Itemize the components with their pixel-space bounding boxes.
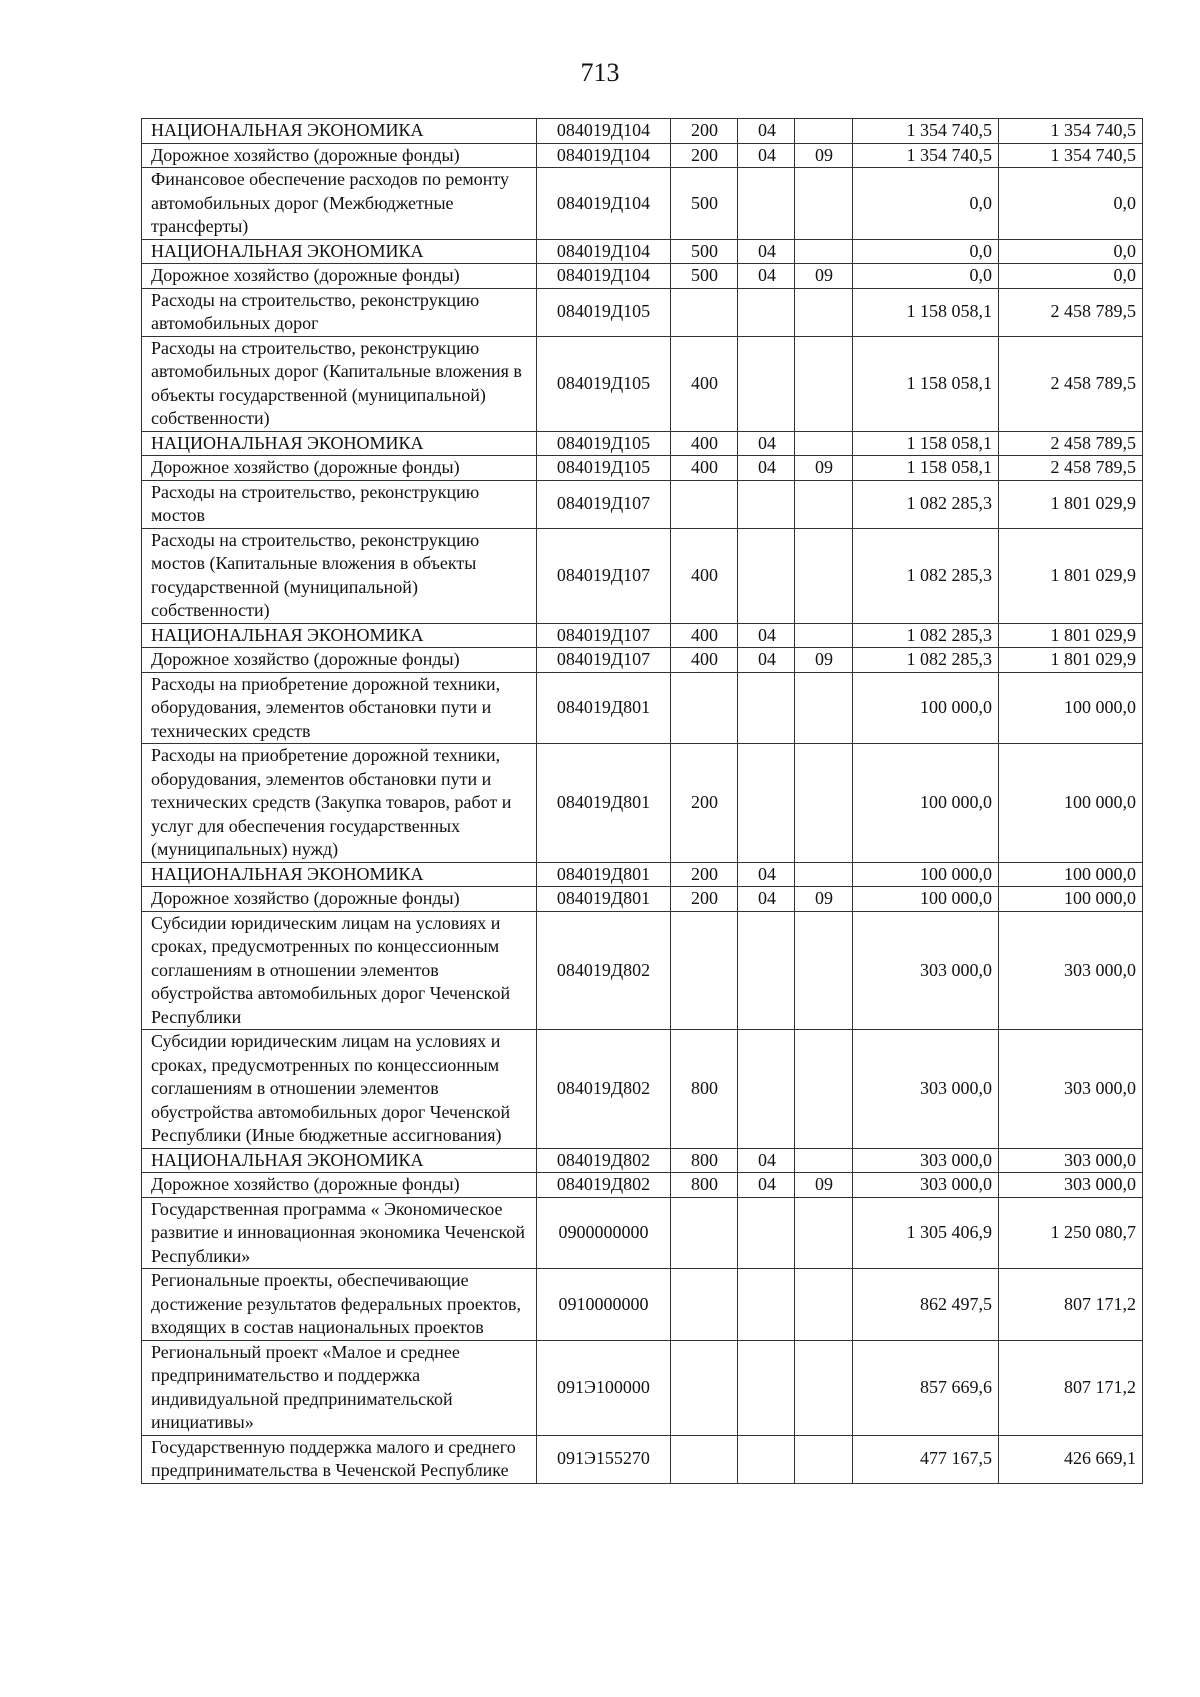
row-code-cell: 084019Д802	[537, 1148, 671, 1173]
row-name-cell: НАЦИОНАЛЬНАЯ ЭКОНОМИКА	[142, 239, 537, 264]
row-sum-2024-cell: 1 305 406,9	[853, 1197, 999, 1269]
row-sum-2024-cell: 1 082 285,3	[853, 480, 999, 528]
row-vr-cell: 800	[671, 1173, 738, 1198]
row-sum-2025-cell: 0,0	[999, 239, 1143, 264]
row-vr-cell: 400	[671, 528, 738, 623]
table-row	[142, 1030, 1143, 1149]
row-code-cell: 084019Д802	[537, 1173, 671, 1198]
row-sum-2025-cell: 303 000,0	[999, 1173, 1143, 1198]
row-name-cell: Расходы на приобретение дорожной техники, оборудования, элементов обстановки пути и технических средств (Закупка товаров, работ и услуг для обеспечения государственных (муниципальных) нужд)	[142, 744, 537, 863]
row-sum-2025-cell: 1 354 740,5	[999, 143, 1143, 168]
row-code-cell: 084019Д801	[537, 862, 671, 887]
row-code-cell: 084019Д104	[537, 239, 671, 264]
row-sum-2025-cell: 303 000,0	[999, 1030, 1143, 1149]
row-code-cell: 084019Д104	[537, 264, 671, 289]
row-rz-cell	[738, 288, 795, 336]
row-sum-2024-cell: 100 000,0	[853, 862, 999, 887]
row-name-cell: Дорожное хозяйство (дорожные фонды)	[142, 456, 537, 481]
row-sum-2025-cell: 1 801 029,9	[999, 480, 1143, 528]
table-row	[142, 119, 1143, 144]
table-row	[142, 862, 1143, 887]
row-sum-2024-cell: 0,0	[853, 168, 999, 240]
row-sum-2025-cell: 1 801 029,9	[999, 623, 1143, 648]
row-pr-cell	[795, 1030, 853, 1149]
row-name-cell: Дорожное хозяйство (дорожные фонды)	[142, 887, 537, 912]
row-sum-2025-cell: 100 000,0	[999, 672, 1143, 744]
row-rz-cell	[738, 336, 795, 431]
row-rz-cell: 04	[738, 1173, 795, 1198]
row-code-cell: 084019Д107	[537, 623, 671, 648]
row-vr-cell: 500	[671, 168, 738, 240]
row-rz-cell	[738, 672, 795, 744]
row-rz-cell: 04	[738, 239, 795, 264]
row-code-cell: 091Э155270	[537, 1435, 671, 1483]
row-name-cell: НАЦИОНАЛЬНАЯ ЭКОНОМИКА	[142, 862, 537, 887]
row-sum-2024-cell: 1 082 285,3	[853, 648, 999, 673]
row-pr-cell	[795, 672, 853, 744]
row-rz-cell: 04	[738, 431, 795, 456]
row-sum-2025-cell: 2 458 789,5	[999, 431, 1143, 456]
row-sum-2024-cell: 100 000,0	[853, 672, 999, 744]
row-sum-2024-cell: 303 000,0	[853, 1173, 999, 1198]
row-name-cell: Дорожное хозяйство (дорожные фонды)	[142, 264, 537, 289]
table-row	[142, 1148, 1143, 1173]
row-sum-2024-cell: 1 082 285,3	[853, 528, 999, 623]
row-code-cell: 0900000000	[537, 1197, 671, 1269]
row-name-cell: Субсидии юридическим лицам на условиях и сроках, предусмотренных по концессионным соглашениям в отношении элементов обустройства автомобильных дорог Чеченской Республики	[142, 911, 537, 1030]
row-rz-cell	[738, 480, 795, 528]
row-sum-2025-cell: 100 000,0	[999, 862, 1143, 887]
row-pr-cell: 09	[795, 264, 853, 289]
row-vr-cell	[671, 480, 738, 528]
row-name-cell: Региональные проекты, обеспечивающие достижение результатов федеральных проектов, входящих в состав национальных проектов	[142, 1269, 537, 1341]
row-vr-cell	[671, 288, 738, 336]
row-name-cell: Расходы на приобретение дорожной техники, оборудования, элементов обстановки пути и технических средств	[142, 672, 537, 744]
row-sum-2024-cell: 857 669,6	[853, 1340, 999, 1435]
table-row	[142, 911, 1143, 1030]
row-pr-cell	[795, 431, 853, 456]
row-pr-cell	[795, 168, 853, 240]
table-row	[142, 1435, 1143, 1483]
row-sum-2024-cell: 303 000,0	[853, 1030, 999, 1149]
row-vr-cell: 500	[671, 239, 738, 264]
row-code-cell: 084019Д105	[537, 288, 671, 336]
row-rz-cell: 04	[738, 1148, 795, 1173]
row-rz-cell: 04	[738, 887, 795, 912]
row-rz-cell: 04	[738, 456, 795, 481]
row-sum-2024-cell: 303 000,0	[853, 911, 999, 1030]
row-name-cell: НАЦИОНАЛЬНАЯ ЭКОНОМИКА	[142, 1148, 537, 1173]
row-rz-cell	[738, 1340, 795, 1435]
row-name-cell: Расходы на строительство, реконструкцию автомобильных дорог (Капитальные вложения в объекты государственной (муниципальной) собственности)	[142, 336, 537, 431]
row-code-cell: 084019Д802	[537, 1030, 671, 1149]
row-rz-cell: 04	[738, 862, 795, 887]
row-name-cell: Расходы на строительство, реконструкцию мостов	[142, 480, 537, 528]
row-sum-2024-cell: 100 000,0	[853, 744, 999, 863]
row-code-cell: 084019Д801	[537, 887, 671, 912]
row-pr-cell	[795, 1340, 853, 1435]
table-row	[142, 168, 1143, 240]
row-sum-2025-cell: 1 250 080,7	[999, 1197, 1143, 1269]
table-row	[142, 480, 1143, 528]
row-vr-cell: 200	[671, 119, 738, 144]
row-vr-cell: 200	[671, 744, 738, 863]
row-pr-cell: 09	[795, 887, 853, 912]
row-vr-cell: 400	[671, 623, 738, 648]
row-pr-cell	[795, 1148, 853, 1173]
row-sum-2025-cell: 807 171,2	[999, 1340, 1143, 1435]
row-vr-cell: 200	[671, 143, 738, 168]
table-row	[142, 431, 1143, 456]
row-pr-cell	[795, 1197, 853, 1269]
row-code-cell: 0910000000	[537, 1269, 671, 1341]
row-code-cell: 084019Д802	[537, 911, 671, 1030]
row-sum-2025-cell: 2 458 789,5	[999, 288, 1143, 336]
row-sum-2025-cell: 100 000,0	[999, 887, 1143, 912]
row-sum-2025-cell: 100 000,0	[999, 744, 1143, 863]
table-body	[142, 119, 1143, 1484]
row-vr-cell: 200	[671, 887, 738, 912]
table-row	[142, 744, 1143, 863]
row-sum-2025-cell: 0,0	[999, 264, 1143, 289]
row-pr-cell	[795, 862, 853, 887]
table-row	[142, 288, 1143, 336]
row-rz-cell: 04	[738, 623, 795, 648]
row-rz-cell	[738, 911, 795, 1030]
row-sum-2024-cell: 1 158 058,1	[853, 288, 999, 336]
row-name-cell: Региональный проект «Малое и среднее предпринимательство и поддержка индивидуальной предпринимательской инициативы»	[142, 1340, 537, 1435]
row-pr-cell	[795, 480, 853, 528]
row-sum-2025-cell: 303 000,0	[999, 1148, 1143, 1173]
row-pr-cell	[795, 1269, 853, 1341]
row-vr-cell: 800	[671, 1148, 738, 1173]
row-pr-cell: 09	[795, 648, 853, 673]
table-row	[142, 648, 1143, 673]
row-vr-cell: 400	[671, 456, 738, 481]
row-pr-cell	[795, 911, 853, 1030]
row-name-cell: Дорожное хозяйство (дорожные фонды)	[142, 648, 537, 673]
budget-table	[141, 118, 1143, 1484]
row-code-cell: 084019Д104	[537, 119, 671, 144]
table-row	[142, 336, 1143, 431]
row-pr-cell	[795, 239, 853, 264]
row-sum-2025-cell: 303 000,0	[999, 911, 1143, 1030]
row-name-cell: Дорожное хозяйство (дорожные фонды)	[142, 1173, 537, 1198]
row-rz-cell	[738, 1435, 795, 1483]
row-sum-2025-cell: 807 171,2	[999, 1269, 1143, 1341]
table-row	[142, 623, 1143, 648]
table-row	[142, 528, 1143, 623]
row-vr-cell: 800	[671, 1030, 738, 1149]
row-code-cell: 091Э100000	[537, 1340, 671, 1435]
table-row	[142, 1269, 1143, 1341]
row-sum-2024-cell: 1 158 058,1	[853, 336, 999, 431]
row-pr-cell: 09	[795, 456, 853, 481]
row-pr-cell	[795, 119, 853, 144]
row-rz-cell: 04	[738, 264, 795, 289]
row-sum-2024-cell: 1 158 058,1	[853, 431, 999, 456]
row-pr-cell	[795, 623, 853, 648]
row-name-cell: Государственная программа « Экономическое развитие и инновационная экономика Чеченской Республики»	[142, 1197, 537, 1269]
row-vr-cell: 400	[671, 431, 738, 456]
row-code-cell: 084019Д105	[537, 456, 671, 481]
row-vr-cell	[671, 672, 738, 744]
table-row	[142, 887, 1143, 912]
row-name-cell: Государственную поддержка малого и среднего предпринимательства в Чеченской Республике	[142, 1435, 537, 1483]
row-rz-cell: 04	[738, 648, 795, 673]
row-vr-cell: 500	[671, 264, 738, 289]
row-sum-2024-cell: 100 000,0	[853, 887, 999, 912]
row-code-cell: 084019Д801	[537, 672, 671, 744]
row-pr-cell	[795, 288, 853, 336]
row-rz-cell: 04	[738, 143, 795, 168]
row-sum-2024-cell: 477 167,5	[853, 1435, 999, 1483]
row-sum-2025-cell: 1 801 029,9	[999, 648, 1143, 673]
table-row	[142, 143, 1143, 168]
row-sum-2025-cell: 1 354 740,5	[999, 119, 1143, 144]
row-sum-2024-cell: 303 000,0	[853, 1148, 999, 1173]
row-sum-2024-cell: 1 354 740,5	[853, 143, 999, 168]
row-pr-cell	[795, 336, 853, 431]
row-sum-2025-cell: 2 458 789,5	[999, 456, 1143, 481]
row-code-cell: 084019Д104	[537, 168, 671, 240]
row-vr-cell	[671, 1269, 738, 1341]
row-pr-cell: 09	[795, 143, 853, 168]
table-row	[142, 239, 1143, 264]
row-name-cell: НАЦИОНАЛЬНАЯ ЭКОНОМИКА	[142, 119, 537, 144]
table-row	[142, 264, 1143, 289]
table-row	[142, 456, 1143, 481]
row-name-cell: Субсидии юридическим лицам на условиях и сроках, предусмотренных по концессионным соглашениям в отношении элементов обустройства автомобильных дорог Чеченской Республики (Иные бюджетные ассигнования)	[142, 1030, 537, 1149]
row-vr-cell	[671, 1340, 738, 1435]
row-sum-2024-cell: 0,0	[853, 264, 999, 289]
row-rz-cell	[738, 744, 795, 863]
table-row	[142, 1173, 1143, 1198]
row-code-cell: 084019Д105	[537, 431, 671, 456]
row-name-cell: НАЦИОНАЛЬНАЯ ЭКОНОМИКА	[142, 431, 537, 456]
row-code-cell: 084019Д107	[537, 480, 671, 528]
row-sum-2025-cell: 1 801 029,9	[999, 528, 1143, 623]
row-code-cell: 084019Д105	[537, 336, 671, 431]
row-code-cell: 084019Д107	[537, 528, 671, 623]
row-rz-cell	[738, 168, 795, 240]
row-code-cell: 084019Д107	[537, 648, 671, 673]
row-sum-2024-cell: 1 082 285,3	[853, 623, 999, 648]
row-pr-cell	[795, 1435, 853, 1483]
row-name-cell: Финансовое обеспечение расходов по ремонту автомобильных дорог (Межбюджетные трансферты)	[142, 168, 537, 240]
row-pr-cell	[795, 528, 853, 623]
row-pr-cell: 09	[795, 1173, 853, 1198]
row-name-cell: Дорожное хозяйство (дорожные фонды)	[142, 143, 537, 168]
row-rz-cell: 04	[738, 119, 795, 144]
row-vr-cell	[671, 1435, 738, 1483]
row-sum-2025-cell: 0,0	[999, 168, 1143, 240]
row-sum-2025-cell: 426 669,1	[999, 1435, 1143, 1483]
row-code-cell: 084019Д104	[537, 143, 671, 168]
table-row	[142, 672, 1143, 744]
row-sum-2024-cell: 1 354 740,5	[853, 119, 999, 144]
row-sum-2024-cell: 1 158 058,1	[853, 456, 999, 481]
row-sum-2025-cell: 2 458 789,5	[999, 336, 1143, 431]
row-sum-2024-cell: 862 497,5	[853, 1269, 999, 1341]
row-name-cell: Расходы на строительство, реконструкцию мостов (Капитальные вложения в объекты государственной (муниципальной) собственности)	[142, 528, 537, 623]
row-vr-cell: 400	[671, 336, 738, 431]
row-name-cell: НАЦИОНАЛЬНАЯ ЭКОНОМИКА	[142, 623, 537, 648]
page-number: 713	[580, 58, 620, 87]
table-row	[142, 1340, 1143, 1435]
row-rz-cell	[738, 1197, 795, 1269]
row-vr-cell	[671, 911, 738, 1030]
row-code-cell: 084019Д801	[537, 744, 671, 863]
row-rz-cell	[738, 1030, 795, 1149]
row-rz-cell	[738, 528, 795, 623]
table-row	[142, 1197, 1143, 1269]
row-vr-cell: 200	[671, 862, 738, 887]
row-rz-cell	[738, 1269, 795, 1341]
row-vr-cell: 400	[671, 648, 738, 673]
row-name-cell: Расходы на строительство, реконструкцию автомобильных дорог	[142, 288, 537, 336]
row-vr-cell	[671, 1197, 738, 1269]
row-pr-cell	[795, 744, 853, 863]
row-sum-2024-cell: 0,0	[853, 239, 999, 264]
